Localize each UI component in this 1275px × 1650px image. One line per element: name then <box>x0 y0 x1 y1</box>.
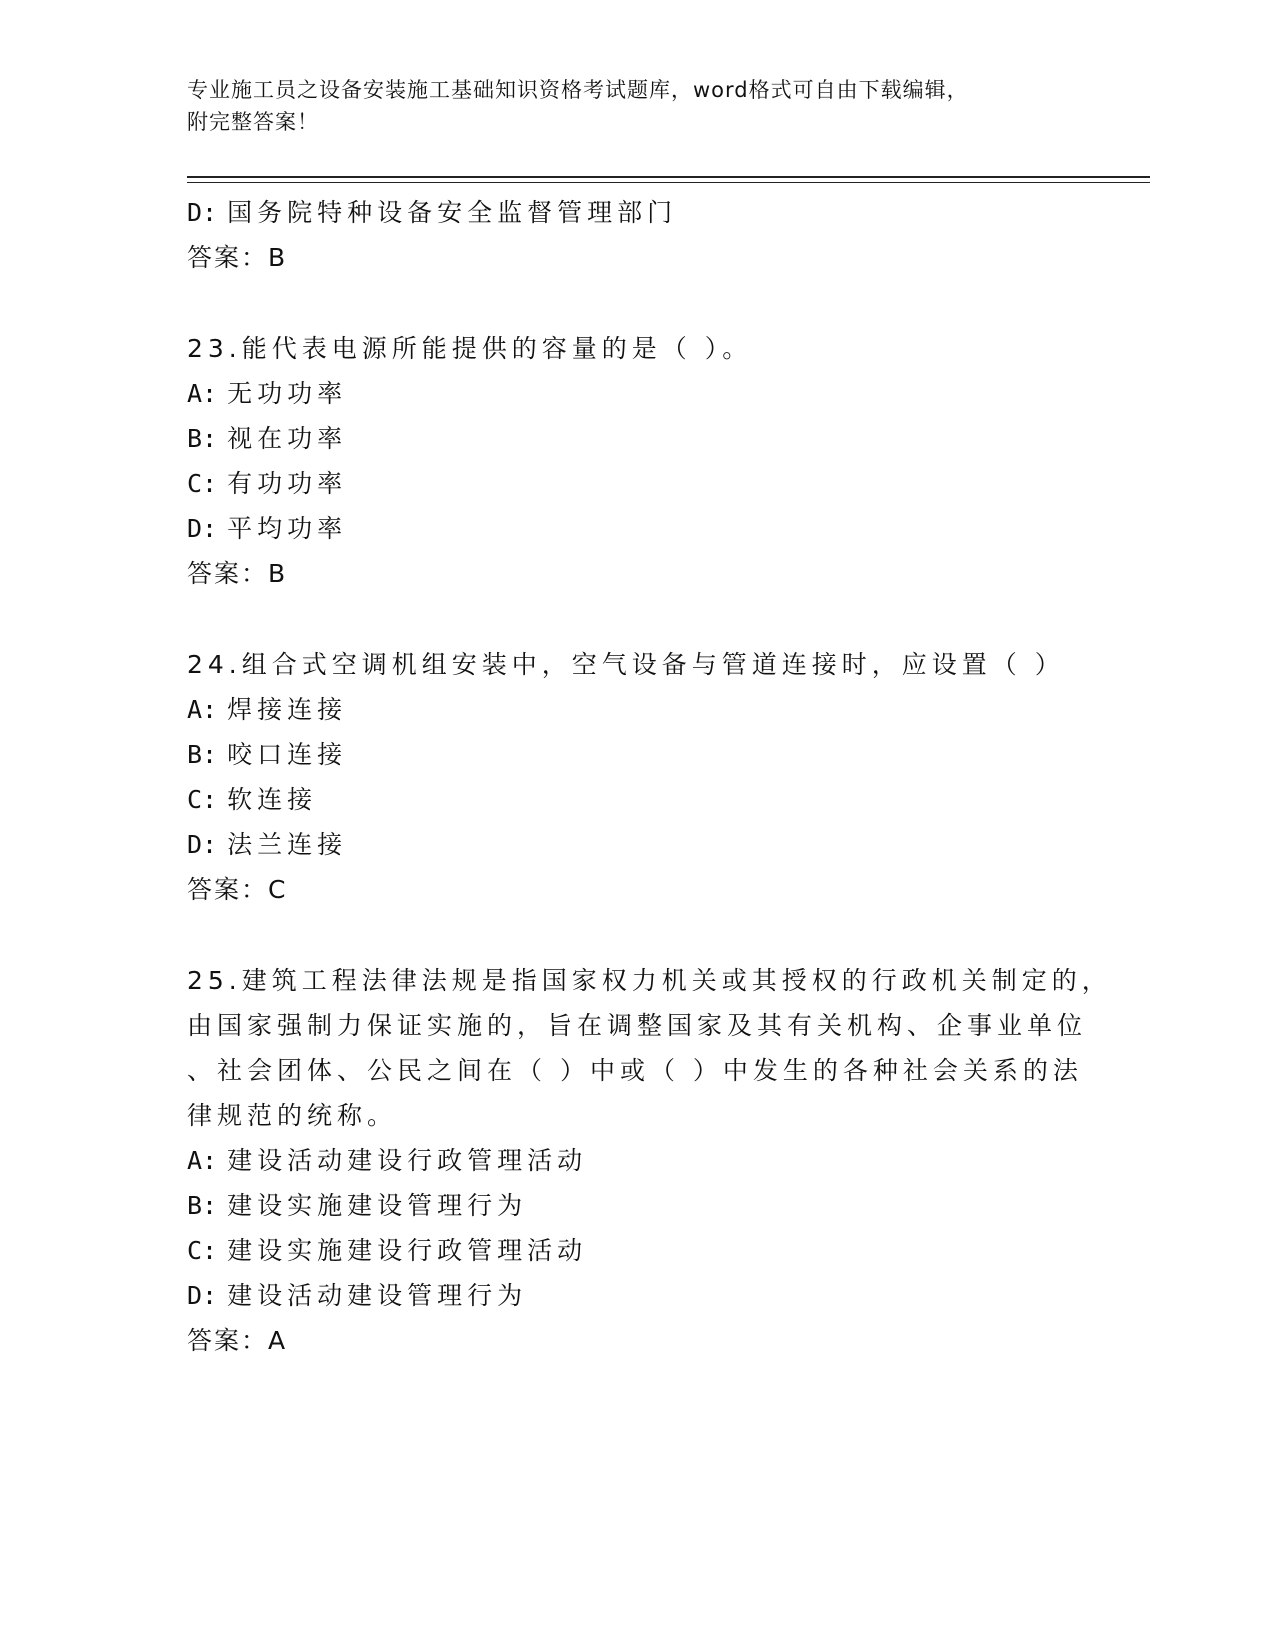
option-d <box>187 506 1087 551</box>
option-text: 有功功率 <box>227 469 348 498</box>
question-stem: 23.能代表电源所能提供的容量的是（ ）。 <box>187 334 753 363</box>
option-a <box>187 371 1087 416</box>
option-text: 平均功率 <box>227 514 348 543</box>
option-b <box>187 732 1087 777</box>
option-prefix: D: <box>187 514 218 543</box>
document-header <box>187 74 1067 138</box>
option-text: 咬口连接 <box>227 740 348 769</box>
question-25 <box>187 958 1112 1363</box>
header-divider <box>187 176 1150 178</box>
header-line-2: 附完整答案！ <box>187 110 319 134</box>
option-text: 软连接 <box>227 785 318 814</box>
option-text: 建设实施建设行政管理活动 <box>227 1236 588 1265</box>
option-text: 建设实施建设管理行为 <box>227 1191 528 1220</box>
header-divider-thin <box>187 182 1150 183</box>
option-c <box>187 777 1087 822</box>
question-list <box>187 190 1112 1363</box>
option-prefix: C: <box>187 785 218 814</box>
question-stem-line-4: 律规范的统称。 <box>187 1101 398 1130</box>
option-prefix: A: <box>187 695 218 724</box>
answer: 答案：A <box>187 1326 288 1355</box>
question-stem-line-3: 、社会团体、公民之间在（ ）中或（ ）中发生的各种社会关系的法 <box>187 1056 1083 1085</box>
question-24 <box>187 642 1087 912</box>
header-line-1: 专业施工员之设备安装施工基础知识资格考试题库，word格式可自由下载编辑， <box>187 78 969 102</box>
option-text: 建设活动建设行政管理活动 <box>227 1146 588 1175</box>
option-prefix: B: <box>187 1191 218 1220</box>
option-prefix: C: <box>187 1236 218 1265</box>
option-a <box>187 1138 1087 1183</box>
option-d <box>187 822 1087 867</box>
option-prefix: A: <box>187 1146 218 1175</box>
option-prefix: C: <box>187 469 218 498</box>
question-stem-line-1: 25.建筑工程法律法规是指国家权力机关或其授权的行政机关制定的， <box>187 966 1112 995</box>
answer: 答案：C <box>187 875 288 904</box>
option-c <box>187 1228 1087 1273</box>
option-d <box>187 1273 1087 1318</box>
option-text: 无功功率 <box>227 379 348 408</box>
option-prefix: D: <box>187 1281 218 1310</box>
option-b <box>187 416 1087 461</box>
option-c <box>187 461 1087 506</box>
question-stem: 24.组合式空调机组安装中，空气设备与管道连接时，应设置（ ） <box>187 650 1065 679</box>
option-prefix: D: <box>187 830 218 859</box>
prev-answer: 答案：B <box>187 243 288 272</box>
question-stem-line-2: 由国家强制力保证实施的，旨在调整国家及其有关机构、企事业单位 <box>187 1011 1088 1040</box>
question-23 <box>187 326 1087 596</box>
option-b <box>187 1183 1087 1228</box>
option-text: 焊接连接 <box>227 695 348 724</box>
option-prefix: B: <box>187 740 218 769</box>
option-text: 法兰连接 <box>227 830 348 859</box>
option-text: 建设活动建设管理行为 <box>227 1281 528 1310</box>
option-a <box>187 687 1087 732</box>
option-prefix: D: <box>187 198 218 227</box>
option-prefix: A: <box>187 379 218 408</box>
answer: 答案：B <box>187 559 288 588</box>
option-text: 视在功率 <box>227 424 348 453</box>
option-prefix: B: <box>187 424 218 453</box>
option-text: 国务院特种设备安全监督管理部门 <box>227 198 678 227</box>
prev-option-d <box>187 190 1087 235</box>
